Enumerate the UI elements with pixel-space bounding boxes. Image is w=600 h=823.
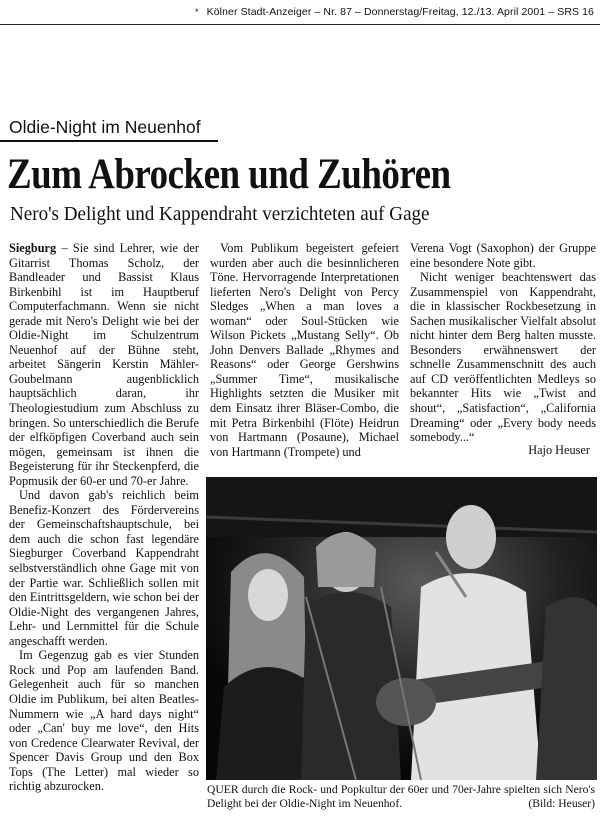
kicker: Oldie-Night im Neuenhof xyxy=(9,117,201,137)
subheadline: Nero's Delight und Kappendraht verzichteten auf Gage xyxy=(10,203,430,225)
asterisk-icon: * xyxy=(195,7,199,17)
paragraph-text: – Sie sind Lehrer, wie der Gitarrist Thomas Scholz, der Bandleader und Bassist Klaus Birkenbihl ist im Hauptberuf Computerfachmann. Wenn sie nicht gerade mit Nero's Delight wie bei der Oldie-Night im Schulzentrum Neuenhof auf der Bühne steht, arbeitet Sängerin Kerstin Mähler-Goubelmann augenblicklich hauptsächlich daran, ihr Theologiestudium zum Abschluss zu bringen. So unterschiedlich die Berufe der elfköpfigen Coverband auch sein mögen, gemeinsam ist ihnen die Begeisterung für ihr Steckenpferd, die Popmusik der 60-er und 70-er Jahre. xyxy=(9,241,199,488)
paragraph: Verena Vogt (Saxophon) der Gruppe eine besondere Note gibt. xyxy=(410,241,596,270)
photo-credit: (Bild: Heuser) xyxy=(528,796,595,810)
paragraph: Im Gegenzug gab es vier Stunden Rock und Pop am laufenden Band. Gelegenheit auch für so manchen Oldie im Publikum, bei alten Beatles-Nummern wie „A hard days night“ oder „Can' buy me love“, den Hits von Credence Clearwater Revival, der Spencer Davis Group und den Box Tops (The Letter) mal wieder so richtig abzurocken. xyxy=(9,648,199,794)
article-column-3 xyxy=(410,241,596,445)
author-byline: Hajo Heuser xyxy=(528,443,590,457)
paragraph: Nicht weniger beachtenswert das Zusammenspiel von Kappendraht, die in klassischer Rockbesetzung in Sachen musikalischer Vielfalt absolut nicht hinter dem Berg halten musste. Besonders erwähnenswert der schnelle Zusammenschnitt des auch auf CD veröffentlichten Medleys so bekannter Hits wie „Twist and shout“, „Satisfaction“, „California Dreaming“ oder „Every body needs somebody...“ xyxy=(410,270,596,445)
band-photo-image xyxy=(206,477,597,780)
dateline: Siegburg xyxy=(9,241,57,255)
caption-lead: QUER xyxy=(207,783,239,796)
paragraph: Und davon gab's reichlich beim Benefiz-Konzert des Fördervereins der Gemeinschaftshauptschule, bei dem auch die schon fast legendäre Siegburger Coverband Kappendraht selbstverständlich ohne Gage mit von der Partie war. Schließlich sollen mit den Eintrittsgeldern, wie schon bei der Oldie-Night des vergangenen Jahres, Lehr- und Lernmittel für die Schule angeschafft werden. xyxy=(9,488,199,648)
band-photo xyxy=(206,477,597,780)
paragraph: Vom Publikum begeistert gefeiert wurden aber auch die besinnlicheren Töne. Hervorragende Interpretationen lieferten Nero's Delight von Percy Sledges „When a man loves a woman“ oder Soul-Stücken wie Wilson Pickets „Mustang Selly“. Ob John Denvers Ballade „Rhymes and Reasons“ oder George Gershwins „Summer Time“, musikalische Highlights setzten die Musiker mit dem Einsatz ihrer Bläser-Combo, die mit Petra Birkenbihl (Flöte) Heidrun von Hartmann (Posaune), Michael von Hartmann (Trompete) und xyxy=(210,241,399,459)
kicker-underline xyxy=(0,140,218,142)
paragraph xyxy=(9,241,199,488)
headline: Zum Abrocken und Zuhören xyxy=(7,151,451,198)
photo-caption xyxy=(207,783,595,810)
header-rule xyxy=(0,24,600,25)
caption-text: durch die Rock- und Popkultur der 60er und 70er-Jahre spielten sich Nero's Delight bei der Oldie-Night im Neuenhof. xyxy=(207,783,595,810)
header-text: Kölner Stadt-Anzeiger – Nr. 87 – Donnerstag/Freitag, 12./13. April 2001 – SRS 16 xyxy=(206,6,594,18)
article-column-1 xyxy=(9,241,199,794)
page-header xyxy=(0,6,594,18)
article-column-2 xyxy=(210,241,399,459)
